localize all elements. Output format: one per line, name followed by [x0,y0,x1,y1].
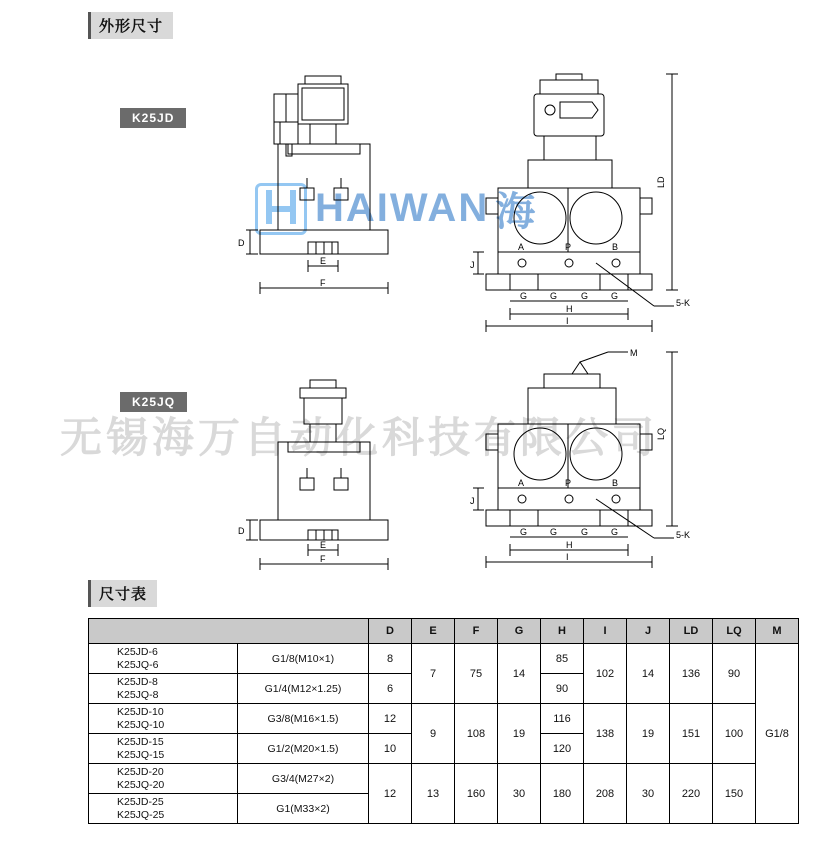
label-5k2: 5-K [676,530,691,540]
cell-thread: G3/8(M16×1.5) [238,704,369,734]
cell-i: 208 [584,764,627,824]
label-lq: LQ [656,427,666,440]
table-row [89,764,799,794]
th-thread [238,619,369,644]
label-g3: G [581,291,589,301]
cell-d: 6 [369,674,412,704]
label-b: B [612,242,619,252]
model-line-2: K25JQ-15 [117,748,165,761]
label-g1: G [520,291,528,301]
label-e: E [320,256,327,266]
model-line-2: K25JQ-25 [117,808,165,821]
label-f2: F [320,554,326,564]
cell-g: 14 [498,644,541,704]
dimension-table-wrap [88,618,799,824]
label-d: D [238,238,245,248]
label-p2: P [565,478,572,488]
cell-model [89,764,238,794]
th-model [89,619,238,644]
cell-j: 19 [627,704,670,764]
th-f: F [455,619,498,644]
dimension-table [88,618,799,824]
cell-lq: 100 [713,704,756,764]
label-m: M [630,348,638,358]
cell-h: 85 [541,644,584,674]
label-p: P [565,242,572,252]
cell-d: 12 [369,764,412,824]
cell-m: G1/8 [756,644,799,824]
cell-model [89,644,238,674]
model-line-2: K25JQ-6 [117,658,159,671]
cell-model [89,704,238,734]
th-i: I [584,619,627,644]
cell-ld: 151 [670,704,713,764]
model-line-1: K25JD-6 [117,645,158,658]
drawing-k25jq-side [468,340,698,570]
cell-h: 120 [541,734,584,764]
th-m: M [756,619,799,644]
label-j: J [470,260,475,270]
cell-thread: G1/8(M10×1) [238,644,369,674]
model-line-2: K25JQ-10 [117,718,165,731]
th-j: J [627,619,670,644]
th-d: D [369,619,412,644]
cell-thread: G3/4(M27×2) [238,764,369,794]
label-ld: LD [656,176,666,188]
model-line-2: K25JQ-20 [117,778,165,791]
model-tag-k25jq: K25JQ [120,392,187,412]
drawing-k25jd-front [230,60,450,320]
label-e2: E [320,540,327,550]
label-b2: B [612,478,619,488]
table-header-row [89,619,799,644]
cell-i: 102 [584,644,627,704]
label-f: F [320,278,326,288]
cell-d: 12 [369,704,412,734]
cell-g: 19 [498,704,541,764]
cell-f: 108 [455,704,498,764]
label-g5: G [520,527,528,537]
label-i: I [566,316,569,326]
model-line-1: K25JD-20 [117,765,164,778]
cell-i: 138 [584,704,627,764]
th-g: G [498,619,541,644]
cell-j: 30 [627,764,670,824]
label-g7: G [581,527,589,537]
watermark-logo-text: HAIWAN [315,186,490,230]
section-title-table: 尺寸表 [88,580,157,607]
cell-model [89,734,238,764]
cell-f: 160 [455,764,498,824]
table-row [89,644,799,674]
label-g4: G [611,291,619,301]
model-tag-k25jd: K25JD [120,108,186,128]
th-ld: LD [670,619,713,644]
cell-e: 7 [412,644,455,704]
cell-model [89,794,238,824]
cell-e: 13 [412,764,455,824]
cell-ld: 220 [670,764,713,824]
cell-f: 75 [455,644,498,704]
cell-h: 180 [541,764,584,824]
model-line-1: K25JD-25 [117,795,164,808]
label-j2: J [470,496,475,506]
cell-g: 30 [498,764,541,824]
cell-lq: 150 [713,764,756,824]
label-g8: G [611,527,619,537]
model-line-1: K25JD-15 [117,735,164,748]
model-line-1: K25JD-10 [117,705,164,718]
cell-ld: 136 [670,644,713,704]
model-line-1: K25JD-8 [117,675,158,688]
label-5k: 5-K [676,298,691,308]
watermark-logo-cn: 海 [495,190,536,234]
cell-e: 9 [412,704,455,764]
cell-thread: G1/2(M20×1.5) [238,734,369,764]
cell-h: 90 [541,674,584,704]
th-lq: LQ [713,619,756,644]
drawing-k25jq-front [230,358,450,573]
cell-thread: G1(M33×2) [238,794,369,824]
cell-thread: G1/4(M12×1.25) [238,674,369,704]
th-e: E [412,619,455,644]
label-h: H [566,304,573,314]
cell-model [89,674,238,704]
label-i2: I [566,552,569,562]
table-row [89,704,799,734]
label-a2: A [518,478,525,488]
label-g6: G [550,527,558,537]
section-title-outline: 外形尺寸 [88,12,173,39]
drawing-k25jd-side [468,58,698,333]
watermark-company: 无锡海万自动化科技有限公司 [60,414,659,461]
cell-d: 10 [369,734,412,764]
cell-j: 14 [627,644,670,704]
label-g2: G [550,291,558,301]
cell-h: 116 [541,704,584,734]
cell-lq: 90 [713,644,756,704]
label-h2: H [566,540,573,550]
label-a: A [518,242,525,252]
th-h: H [541,619,584,644]
model-line-2: K25JQ-8 [117,688,159,701]
label-d2: D [238,526,245,536]
cell-d: 8 [369,644,412,674]
